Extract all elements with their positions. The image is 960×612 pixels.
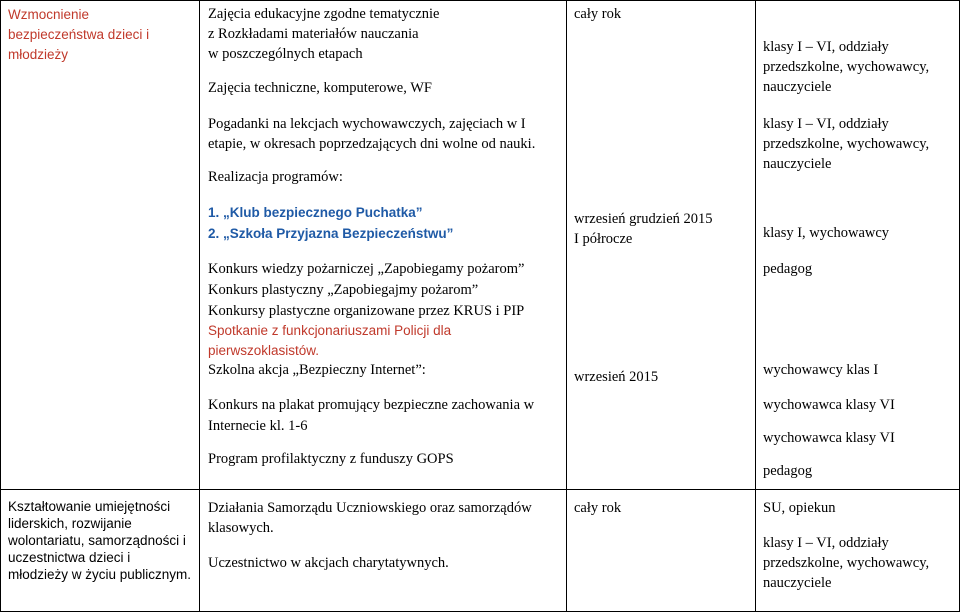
police-meeting-line-2: pierwszoklasistów.: [208, 343, 320, 358]
column-divider-1: [199, 0, 200, 612]
activity-talks: [208, 114, 563, 154]
term-internet: [574, 367, 749, 387]
responsible-1-line-2: przedszkolne, wychowawcy,: [763, 59, 930, 75]
responsible-7-text: wychowawca klasy VI: [763, 430, 895, 446]
table-border-top: [0, 0, 960, 1]
responsible-2-line-3: nauczyciele: [763, 156, 832, 172]
activity-education-line-1: Zajęcia edukacyjne zgodne tematycznie: [208, 6, 440, 22]
responsible-row2-1: [763, 498, 958, 518]
term-row2: [574, 498, 749, 518]
responsible-5: [763, 360, 958, 380]
column-divider-3: [755, 0, 756, 612]
responsible-3-text: klasy I, wychowawcy: [763, 225, 890, 241]
responsible-row2-2: [763, 533, 958, 593]
contests: [208, 259, 563, 322]
responsible-2-line-1: klasy I – VI, oddziały: [763, 116, 889, 132]
responsible-4-text: pedagog: [763, 261, 813, 277]
area-safety-text: Wzmocnienie bezpieczeństwa dzieci i młodzieży: [8, 7, 150, 62]
responsible-2: [763, 114, 958, 174]
program-puchatek: 1. „Klub bezpiecznego Puchatka”: [208, 205, 423, 220]
gops-program: [208, 449, 563, 469]
area-leadership: [8, 498, 193, 583]
term-internet-text: wrzesień 2015: [574, 369, 659, 385]
responsible-8-text: pedagog: [763, 463, 813, 479]
term-year-text: cały rok: [574, 6, 622, 22]
term-puchatek-line-1: wrzesień grudzień 2015: [574, 211, 713, 227]
police-meeting: [208, 321, 563, 361]
responsible-2-line-2: przedszkolne, wychowawcy,: [763, 136, 930, 152]
area-leadership-text: Kształtowanie umiejętności liderskich, rozwijanie wolontariatu, samorządności i uczestnictwa dzieci i młodzieży w życiu publicznym.: [8, 499, 192, 582]
contest-fire-knowledge: Konkurs wiedzy pożarniczej „Zapobiegamy pożarom”: [208, 261, 525, 277]
responsible-3: [763, 223, 958, 243]
term-puchatek-line-2: I półrocze: [574, 231, 633, 247]
activity-su-line-1: Działania Samorządu Uczniowskiego oraz samorządów: [208, 500, 532, 516]
activity-charity: [208, 553, 563, 573]
programs-label-text: Realizacja programów:: [208, 169, 343, 185]
police-meeting-line-1: Spotkanie z funkcjonariuszami Policji dla: [208, 323, 452, 338]
term-row2-text: cały rok: [574, 500, 622, 516]
responsible-1-line-3: nauczyciele: [763, 79, 832, 95]
responsible-row2-2-line-1: klasy I – VI, oddziały: [763, 535, 889, 551]
term-year: [574, 4, 749, 24]
poster-contest-line-2: Internecie kl. 1-6: [208, 418, 308, 434]
responsible-8: [763, 461, 958, 481]
poster-contest-line-1: Konkurs na plakat promujący bezpieczne zachowania w: [208, 397, 535, 413]
responsible-6-text: wychowawca klasy VI: [763, 397, 895, 413]
activity-education-line-2: z Rozkładami materiałów nauczania: [208, 26, 419, 42]
responsible-row2-2-line-2: przedszkolne, wychowawcy,: [763, 555, 930, 571]
program-szkola-przyjazna: 2. „Szkoła Przyjazna Bezpieczeństwu”: [208, 226, 454, 241]
row-divider: [0, 489, 960, 490]
activity-talks-line-1: Pogadanki na lekcjach wychowawczych, zajęciach w I: [208, 116, 526, 132]
responsible-7: [763, 428, 958, 448]
contest-fire-art: Konkurs plastyczny „Zapobiegajmy pożarom”: [208, 282, 479, 298]
column-divider-2: [566, 0, 567, 612]
table-border-left: [0, 0, 1, 612]
responsible-1: [763, 37, 958, 97]
activity-education-line-3: w poszczególnych etapach: [208, 46, 363, 62]
area-safety: [8, 5, 188, 65]
internet-action-text: Szkolna akcja „Bezpieczny Internet”:: [208, 362, 426, 378]
activity-talks-line-2: etapie, w okresach poprzedzających dni wolne od nauki.: [208, 136, 536, 152]
responsible-6: [763, 395, 958, 415]
activity-su-line-2: klasowych.: [208, 520, 274, 536]
program-list: [208, 202, 563, 244]
internet-action: [208, 360, 563, 380]
activity-tech: [208, 78, 563, 98]
term-puchatek: [574, 209, 749, 249]
activity-su: [208, 498, 563, 538]
responsible-4: [763, 259, 958, 279]
responsible-row2-1-text: SU, opiekun: [763, 500, 836, 516]
responsible-row2-2-line-3: nauczyciele: [763, 575, 832, 591]
activity-tech-text: Zajęcia techniczne, komputerowe, WF: [208, 80, 432, 96]
contest-krus-pip: Konkursy plastyczne organizowane przez KRUS i PIP: [208, 303, 525, 319]
responsible-1-line-1: klasy I – VI, oddziały: [763, 39, 889, 55]
responsible-5-text: wychowawcy klas I: [763, 362, 879, 378]
gops-program-text: Program profilaktyczny z funduszy GOPS: [208, 451, 454, 467]
activity-education: [208, 4, 563, 64]
poster-contest: [208, 395, 563, 437]
programs-label: [208, 167, 563, 187]
activity-charity-text: Uczestnictwo w akcjach charytatywnych.: [208, 555, 449, 571]
